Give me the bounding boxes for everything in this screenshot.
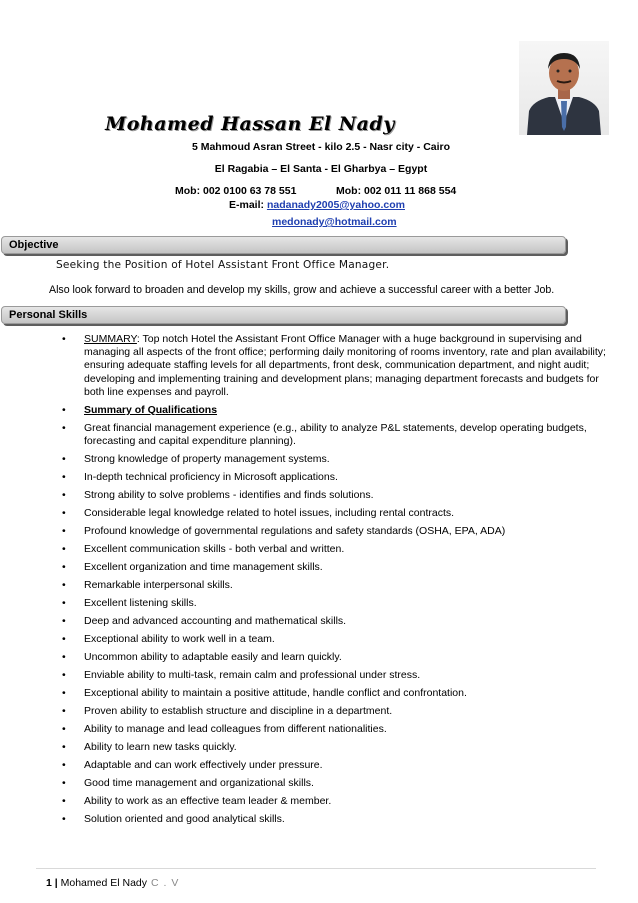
email-line-2 — [272, 216, 397, 228]
list-item: • Excellent listening skills. — [62, 597, 607, 610]
qualifications-title-item — [62, 404, 607, 417]
objective-goal: Also look forward to broaden and develop my skills, grow and achieve a successful career with a better Job. — [49, 284, 555, 296]
summary-label: SUMMARY — [84, 333, 137, 345]
address-line-2: El Ragabia – El Santa - El Gharbya – Egypt — [214, 163, 428, 175]
skills-list — [62, 333, 607, 831]
candidate-name: Mohamed Hassan El Nady — [105, 113, 395, 135]
email-link-hotmail[interactable]: medonady@hotmail.com — [272, 216, 397, 228]
page-footer — [46, 877, 179, 889]
list-item: • Remarkable interpersonal skills. — [62, 579, 607, 592]
footer-name: Mohamed El Nady — [60, 877, 147, 889]
list-item: • Deep and advanced accounting and mathematical skills. — [62, 615, 607, 628]
footer-separator: | — [51, 877, 61, 889]
list-item: • Profound knowledge of governmental regulations and safety standards (OSHA, EPA, ADA) — [62, 525, 607, 538]
email-line — [229, 199, 405, 211]
list-item: • In-depth technical proficiency in Microsoft applications. — [62, 471, 607, 484]
footer-divider — [36, 868, 596, 869]
objective-seeking: Seeking the Position of Hotel Assistant Front Office Manager. — [56, 259, 390, 271]
objective-heading: Objective — [9, 239, 59, 251]
list-item: • Ability to learn new tasks quickly. — [62, 741, 607, 754]
personal-skills-heading: Personal Skills — [9, 309, 88, 321]
list-item: • Solution oriented and good analytical skills. — [62, 813, 607, 826]
list-item: • Exceptional ability to maintain a positive attitude, handle conflict and confrontation. — [62, 687, 607, 700]
list-item: • Excellent communication skills - both verbal and written. — [62, 543, 607, 556]
list-item: • Enviable ability to multi-task, remain calm and professional under stress. — [62, 669, 607, 682]
summary-item — [62, 333, 607, 399]
email-label: E-mail: — [229, 199, 265, 211]
list-item: • Good time management and organizational skills. — [62, 777, 607, 790]
list-item: • Considerable legal knowledge related to hotel issues, including rental contracts. — [62, 507, 607, 520]
list-item: • Strong ability to solve problems - identifies and finds solutions. — [62, 489, 607, 502]
list-item: • Ability to work as an effective team leader & member. — [62, 795, 607, 808]
list-item: • Ability to manage and lead colleagues from different nationalities. — [62, 723, 607, 736]
list-item: • Uncommon ability to adaptable easily and learn quickly. — [62, 651, 607, 664]
profile-photo — [519, 41, 609, 135]
list-item: • Proven ability to establish structure and discipline in a department. — [62, 705, 607, 718]
address-line-1: 5 Mahmoud Asran Street - kilo 2.5 - Nasr city - Cairo — [191, 141, 451, 153]
email-link-yahoo[interactable]: nadanady2005@yahoo.com — [266, 199, 405, 211]
objective-section-bar — [1, 236, 566, 254]
page-number: 1 — [46, 877, 52, 889]
qualifications-title: Summary of Qualifications — [84, 403, 218, 416]
personal-skills-section-bar — [1, 306, 566, 324]
summary-text: : Top notch Hotel the Assistant Front Office Manager with a huge background in supervising and managing all aspects of the front office; performing daily monitoring of rooms inventory, rate and plan availability; ensuring adequate staffing levels for all departments, front desk, communication department, and night audit; developing and implementing training and development plans; managing department forecasts and budgets for both line expenses and payroll. — [84, 333, 606, 398]
mobile-2: Mob: 002 011 11 868 554 — [336, 185, 457, 197]
list-item: • Great financial management experience (e.g., ability to analyze P&L statements, develop operating budgets, forecasting and capital expenditure planning). — [62, 422, 607, 448]
list-item: • Strong knowledge of property management systems. — [62, 453, 607, 466]
mobile-1: Mob: 002 0100 63 78 551 — [175, 185, 297, 197]
list-item: • Adaptable and can work effectively under pressure. — [62, 759, 607, 772]
footer-cv: C . V — [151, 877, 180, 889]
list-item: • Excellent organization and time management skills. — [62, 561, 607, 574]
list-item: • Exceptional ability to work well in a team. — [62, 633, 607, 646]
